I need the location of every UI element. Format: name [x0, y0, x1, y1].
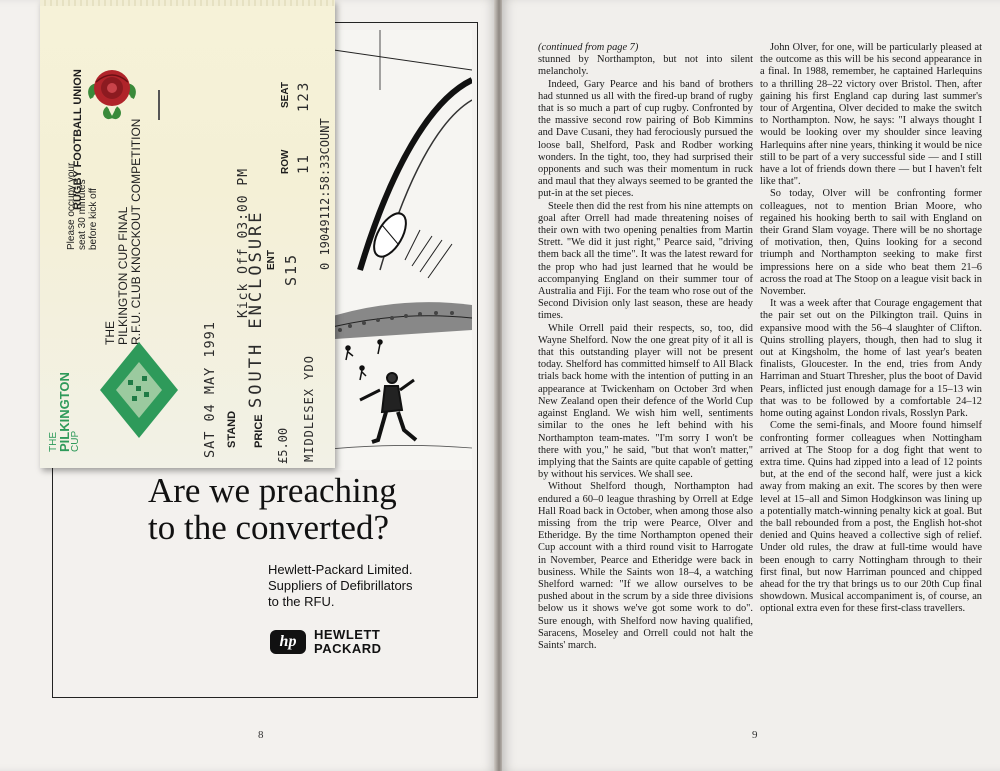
ad-sub-line-3: to the RFU.: [268, 594, 335, 609]
pilkington-cup-wordmark: [48, 372, 81, 452]
ticket-kickoff: Kick Off 03:00 PM: [236, 167, 251, 318]
article-paragraph: Without Shelford though, Northampton had endured a 60–0 league thrashing by Orrell at Edge Hall Road back in October, when among those also missing from the trip were Pearce, Olver and Etheridge. By the time Northampton opened their Cup account with a third round visit to Harrogate in November, Pearce and Etheridge were back in business. While the Saints won 18–4, a watching Shelford warned: "If we allow ourselves to be pushed about in the scrum by a side three divisions below us it shows we've got some work to do". Sure enough, with Shelford now having qualified, Saracens, Moseley and Orrell could not halt the Saints' march.: [538, 481, 753, 651]
ticket-date: SAT 04 MAY 1991: [202, 321, 218, 458]
hp-wordmark: [314, 628, 382, 656]
article-paragraph: It was a week after that Courage engagement that the pair set out on the Pilkington trail. Quins in expansive mood with the 56–4 slaughter of Clifton. Quins strolling players, though, then had to slug it out at Kingsholm, the home of last year's beaten finalists, Gloucester. In the end, tries from Andy Harriman and Stuart Thresher, plus the boot of David Pears, inflicted just enough damage for a 15–13 win that was to be followed by a comfortable 24–12 home outing against London rivals, Rosslyn Park.: [760, 298, 982, 420]
page-number-left: 8: [258, 729, 264, 741]
pilkington-cup-logo-icon: [98, 340, 180, 440]
ticket-row-value: 11: [296, 153, 312, 174]
ticket-price-value: £5.00: [276, 427, 290, 464]
ad-sub-line-2: Suppliers of Defibrillators: [268, 578, 413, 593]
ad-sub-line-1: Hewlett-Packard Limited.: [268, 562, 413, 577]
ad-subtext: [268, 562, 468, 610]
match-ticket: [40, 0, 335, 468]
ticket-notice-line-1: Please occupy your: [66, 162, 77, 250]
hp-wordmark-line-2: PACKARD: [314, 641, 382, 656]
article-paragraph: Steele then did the rest from his nine attempts on goal after Orrell had made threatening noises of their own with two opening penalties from Martin Strett. "We did it just right," Pearce said, "driving them back all the time". It was the latest reward for the prop who had just learned that he would be accompanying England on their summer tour of Australia and Fiji. For the team who rose out of the Second Division only last season, these are heady times.: [538, 200, 753, 322]
hp-badge-icon: hp: [270, 630, 306, 654]
hewlett-packard-logo: [270, 628, 382, 656]
page-number-right: 9: [752, 729, 758, 741]
ticket-row-label: ROW: [280, 149, 291, 174]
ad-headline-line-2: to the converted?: [148, 508, 390, 547]
article-column-1: [538, 42, 753, 652]
ticket-notice: [66, 163, 99, 250]
ticket-seat-label: SEAT: [280, 82, 291, 108]
pilkington-cup: CUP: [70, 430, 81, 452]
ticket-perforation: [158, 90, 160, 120]
article-paragraph: While Orrell paid their respects, so, too, did Wayne Shelford. Now the one great pity of it all is that this outstanding player will not be present today. Shelford has committed himself to All Black trials back home with the intention of putting in an appearance at Twickenham on October 3rd when New Zealand open their defence of the World Cup against England. We wish him well, sentiments similar to the ones he left behind with his Northampton team-mates. "I'm sorry I won't be there with you," he said, "but that won't matter," implying that the Saints are quite capable of getting by without his services. We shall see.: [538, 322, 753, 481]
ticket-ent-value: S15: [282, 252, 300, 286]
ticket-stand-label: STAND: [226, 410, 238, 448]
ticket-seat-value: 123: [296, 80, 312, 112]
ticket-agent: MIDDLESEX YDO: [302, 355, 316, 462]
left-page: [0, 0, 496, 771]
rugby-goalkick-illustration: [320, 30, 472, 470]
article-paragraph: Come the semi-finals, and Moore found himself confronting former colleagues when Nottingham arrived at The Stoop for a dog fight that went to extra time. Quins had zipped into a lead of 12 points but, at the end of the second half, were just a kick away from making an exit. The scores by then were level at 15–all and Simon Hodgkinson was lining up a potentially match-winning penalty kick at goal. But the ball rebounded from a post, the English hot-shot denied and Quins heaved a collective sigh of relief. Under old rules, the draw at full-time would have been enough to carry Nottingham through to their first final, but now Harriman pounced and chipped ahead for the try that brings us to our 20th Cup final showdown. Musical accompaniment is, of course, an optional extra even for these first-class travellers.: [760, 420, 982, 615]
ad-headline: [148, 472, 478, 546]
article-column-2: [760, 42, 982, 616]
ticket-stand-value: SOUTH ENCLOSURE: [246, 209, 266, 408]
ticket-union-label: RUGBY FOOTBALL UNION: [72, 69, 84, 210]
pilkington-the: THE: [48, 432, 59, 452]
ad-headline-line-1: Are we preaching: [148, 471, 397, 510]
ticket-event-line-3: R.F.U. CLUB KNOCKOUT COMPETITION: [129, 118, 143, 345]
article-paragraph: Indeed, Gary Pearce and his band of brothers had stunned us all with the fired-up brand of rugby that is so much a part of cup rugby. Confronted by the massive second row pairing of Bob Kimmins and Dave Cusani, they had ferociously pursued the loose ball, Shelford, Pask and Rodber working wonders. In the tight, too, they had surprised their opponents and such was their momentum in ruck and maul that they always seemed to be granted the put-in at the set pieces.: [538, 78, 753, 200]
article-paragraph: So today, Olver will be confronting former colleagues, not to mention Brian Moore, who regained his hooking berth to sail with England on their Grand Slam voyage. There will be no shortage of motivation, then, Quins looking for a second triumph and Northampton seeking to make first impressions here on a side who beat them 21–6 across the road at The Stoop on a league visit back in November.: [760, 188, 982, 298]
article-paragraph: stunned by Northampton, but not into silent melancholy.: [538, 54, 753, 78]
ticket-event: [104, 119, 143, 345]
ticket-serial: 0 19049112:58:33COUNT: [318, 118, 332, 270]
ticket-notice-line-3: before kick off: [88, 187, 99, 250]
hp-wordmark-line-1: HEWLETT: [314, 627, 381, 642]
rose-emblem-icon: [82, 58, 142, 124]
ticket-ent-label: ENT: [266, 250, 277, 270]
article-paragraph: John Olver, for one, will be particularly pleased at the outcome as this will be his second appearance in a final. In 1988, remember, he captained Harlequins to a thrilling 28–22 victory over Bristol. Then, after gaining his first England cap during last summer's tour of Argentina, Olver decided to make the switch to Northampton. Now, he says: "I always thought I would be looking over my shoulder since leaving Harlequins after nine years, thinking it would be nice still to be part of a very successful side — and I still have a lot of friends down there — but I haven't felt like that".: [760, 42, 982, 188]
ticket-price-label: PRICE: [253, 414, 265, 448]
ticket-event-line-1: THE: [103, 321, 117, 345]
ticket-notice-line-2: seat 30 minutes: [77, 179, 88, 250]
ticket-event-line-2: PILKINGTON CUP FINAL: [116, 206, 130, 345]
continued-note: (continued from page 7): [538, 42, 639, 53]
pilkington-name: PILKINGTON: [57, 372, 72, 452]
